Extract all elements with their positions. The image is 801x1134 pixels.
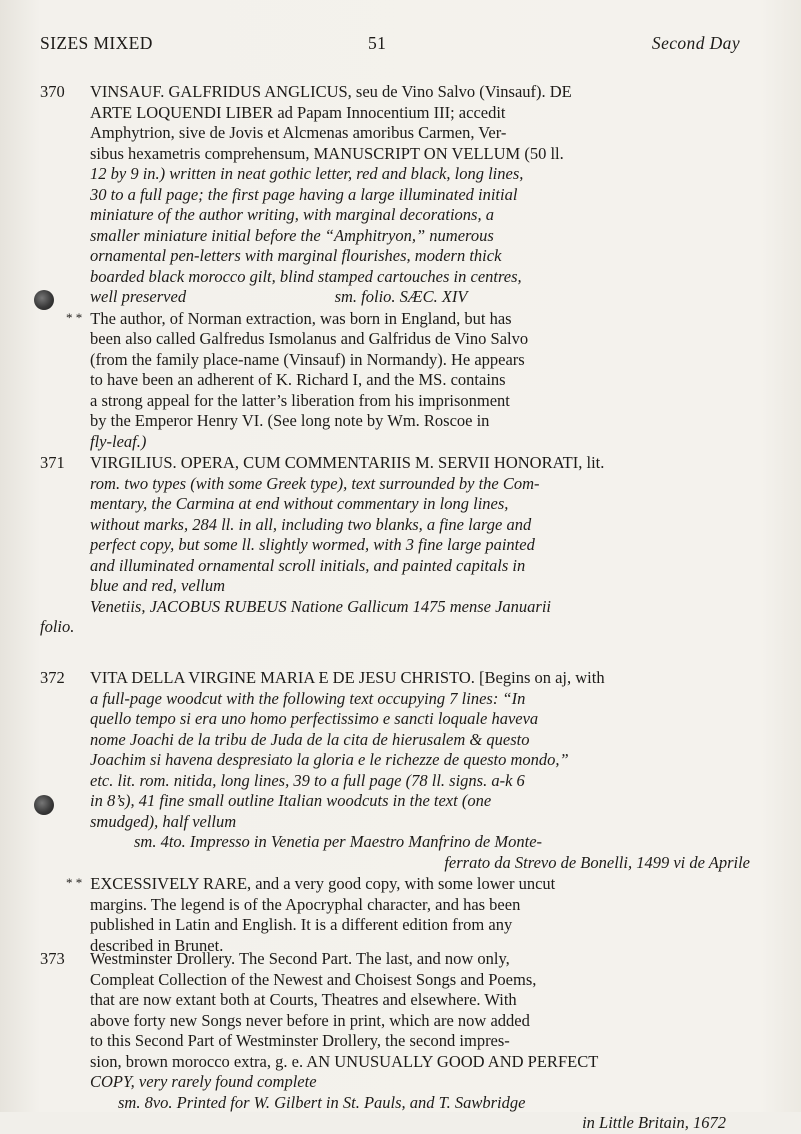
line: blue and red, vellum bbox=[90, 576, 226, 595]
line: Compleat Collection of the Newest and Choisest Songs and Poems, bbox=[90, 969, 537, 989]
lot-371 bbox=[40, 453, 750, 617]
line: The author, of Norman extraction, was born in England, but has bbox=[90, 308, 512, 328]
line: smudged), half vellum bbox=[90, 811, 237, 831]
colophon: Venetiis, JACOBUS RUBEUS Natione Gallicum 1475 mense Januarii bbox=[90, 596, 552, 616]
header-left: SIZES MIXED bbox=[40, 33, 153, 53]
line: been also called Galfredus Ismolanus and Galfridus de Vino Salvo bbox=[90, 329, 529, 348]
line: sibus hexametris comprehensum, MANUSCRIPT ON VELLUM (50 ll. bbox=[90, 143, 564, 163]
header-right: Second Day bbox=[651, 33, 740, 53]
line: boarded black morocco gilt, blind stamped cartouches in centres, bbox=[90, 266, 522, 286]
line: EXCESSIVELY RARE, and a very good copy, with some lower uncut bbox=[90, 874, 556, 893]
imprint: sm. 8vo. Printed for W. Gilbert in St. Pauls, and T. Sawbridge bbox=[118, 1092, 526, 1112]
line: 12 by 9 in.) written in neat gothic letter, red and black, long lines, bbox=[90, 164, 524, 183]
line: in 8’s), 41 fine small outline Italian woodcuts in the text (one bbox=[90, 791, 492, 810]
line: 30 to a full page; the first page having a large illuminated initial bbox=[90, 184, 518, 204]
lot-number: 373 bbox=[40, 949, 65, 968]
lot-description bbox=[90, 949, 750, 1134]
line: rom. two types (with some Greek type), text surrounded by the Com- bbox=[90, 473, 540, 493]
lot-373 bbox=[40, 949, 750, 1134]
imprint: sm. 4to. Impresso in Venetia per Maestro Manfrino de Monte- bbox=[134, 832, 543, 851]
imprint: ferrato da Strevo de Bonelli, 1499 vi de Aprile bbox=[444, 852, 750, 872]
note bbox=[66, 308, 750, 330]
line: fly-leaf.) bbox=[90, 431, 147, 451]
imprint: in Little Britain, 1672 bbox=[582, 1113, 726, 1132]
lot-description bbox=[66, 82, 750, 452]
line: sion, brown morocco extra, g. e. AN UNUSUALLY GOOD AND PERFECT bbox=[90, 1051, 599, 1071]
line: and illuminated ornamental scroll initials, and painted capitals in bbox=[90, 555, 526, 575]
line: to this Second Part of Westminster Drollery, the second impres- bbox=[90, 1031, 510, 1050]
line: Joachim si havena despresiato la gloria e le richezze de questo mondo,” bbox=[90, 750, 569, 769]
line: VITA DELLA VIRGINE MARIA E DE JESU CHRISTO. [Begins on aj, with bbox=[90, 668, 605, 687]
line: margins. The legend is of the Apocryphal character, and has been bbox=[90, 894, 521, 914]
line: described in Brunet. bbox=[90, 935, 224, 955]
line: VINSAUF. GALFRIDUS ANGLICUS, seu de Vino Salvo (Vinsauf). DE bbox=[90, 82, 572, 101]
line: COPY, very rarely found complete bbox=[90, 1072, 317, 1091]
line: well preserved sm. folio. SÆC. XIV bbox=[90, 287, 468, 306]
line: nome Joachi de la tribu de Juda de la cita de hierusalem & questo bbox=[90, 729, 530, 749]
page-number: 51 bbox=[368, 33, 387, 53]
line: that are now extant both at Courts, Theatres and elsewhere. With bbox=[90, 990, 517, 1009]
line: quello tempo si era uno homo perfectissimo e sancti loquale haveva bbox=[90, 709, 539, 728]
line: ornamental pen-letters with marginal flourishes, modern thick bbox=[90, 246, 502, 265]
line: published in Latin and English. It is a different edition from any bbox=[90, 915, 513, 934]
line: etc. lit. rom. nitida, long lines, 39 to a full page (78 ll. signs. a-k 6 bbox=[90, 770, 525, 790]
line: Amphytrion, sive de Jovis et Alcmenas amoribus Carmen, Ver- bbox=[90, 123, 507, 142]
line: a full-page woodcut with the following text occupying 7 lines: “In bbox=[90, 688, 526, 708]
line: without marks, 284 ll. in all, including two blanks, a fine large and bbox=[90, 514, 532, 534]
lot-370 bbox=[40, 82, 750, 452]
note-stars: * * bbox=[66, 309, 83, 325]
line: perfect copy, but some ll. slightly wormed, with 3 fine large painted bbox=[90, 535, 535, 554]
page-header bbox=[40, 33, 740, 63]
line: above forty new Songs never before in print, which are now added bbox=[90, 1010, 530, 1030]
note bbox=[66, 873, 750, 895]
line: by the Emperor Henry VI. (See long note by Wm. Roscoe in bbox=[90, 411, 490, 430]
lot-number: 372 bbox=[40, 668, 65, 687]
line: to have been an adherent of K. Richard I, and the MS. contains bbox=[90, 370, 506, 389]
line: a strong appeal for the latter’s liberation from his imprisonment bbox=[90, 390, 510, 410]
line: mentary, the Carmina at end without commentary in long lines, bbox=[90, 494, 509, 513]
line: VIRGILIUS. OPERA, CUM COMMENTARIIS M. SERVII HONORATI, lit. bbox=[90, 453, 605, 472]
format-label: folio. bbox=[40, 617, 75, 636]
note-stars: * * bbox=[66, 875, 83, 890]
line: smaller miniature initial before the “Amphitryon,” numerous bbox=[90, 225, 494, 245]
lot-number: 371 bbox=[40, 453, 65, 472]
lot-description bbox=[66, 668, 750, 956]
line: Westminster Drollery. The Second Part. The last, and now only, bbox=[90, 949, 510, 968]
lot-372 bbox=[40, 668, 750, 956]
line: miniature of the author writing, with marginal decorations, a bbox=[90, 205, 494, 224]
line: ARTE LOQUENDI LIBER ad Papam Innocentium III; accedit bbox=[90, 102, 506, 122]
lot-description bbox=[90, 453, 750, 617]
line: (from the family place-name (Vinsauf) in Normandy). He appears bbox=[90, 349, 525, 369]
lot-number: 370 bbox=[40, 82, 65, 101]
